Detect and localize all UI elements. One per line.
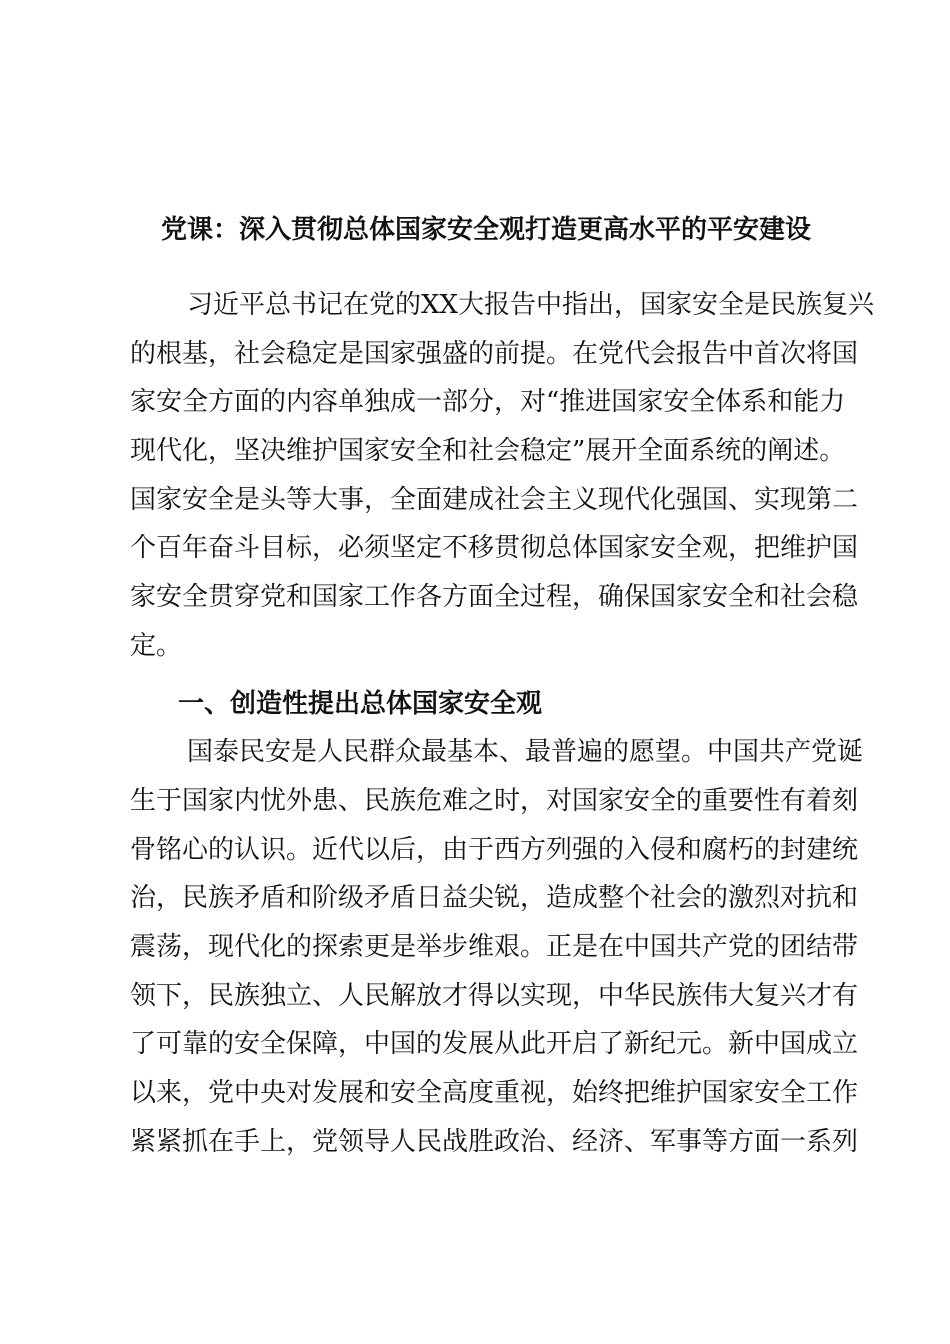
paragraph-line: 骨铭心的认识。近代以后，由于西方列强的入侵和腐朽的封建统 [130, 834, 859, 865]
paragraph-line: 国家安全是头等大事，全面建成社会主义现代化强国、实现第二 [130, 484, 859, 515]
paragraph-line: 定。 [130, 630, 183, 661]
document-title: 党课：深入贯彻总体国家安全观打造更高水平的平安建设 [160, 215, 811, 245]
paragraph-line: 的根基，社会稳定是国家强盛的前提。在党代会报告中首次将国 [130, 338, 859, 369]
paragraph-1 [130, 281, 875, 1166]
paragraph-line: 生于国家内忧外患、民族危难之时，对国家安全的重要性有着刻 [130, 785, 859, 816]
paragraph-line: 国泰民安是人民群众最基本、最普遍的愿望。中国共产党诞 [187, 737, 864, 768]
paragraph-line: 现代化，坚决维护国家安全和社会稳定”展开全面系统的阐述。 [130, 436, 846, 467]
paragraph-line: 震荡，现代化的探索更是举步维艰。正是在中国共产党的团结带 [130, 931, 859, 962]
paragraph-line: 习近平总书记在党的XX大报告中指出，国家安全是民族复兴 [187, 290, 875, 320]
paragraph-line: 领下，民族独立、人民解放才得以实现，中华民族伟大复兴才有 [130, 980, 859, 1011]
section-heading: 一、创造性提出总体国家安全观 [178, 688, 543, 719]
paragraph-line: 个百年奋斗目标，必须坚定不移贯彻总体国家安全观，把维护国 [130, 533, 859, 564]
paragraph-line: 了可靠的安全保障，中国的发展从此开启了新纪元。新中国成立 [130, 1029, 859, 1060]
paragraph-line: 家安全贯穿党和国家工作各方面全过程，确保国家安全和社会稳 [130, 582, 859, 613]
paragraph-line: 紧紧抓在手上，党领导人民战胜政治、经济、军事等方面一系列 [130, 1126, 859, 1157]
paragraph-line: 以来，党中央对发展和安全高度重视，始终把维护国家安全工作 [130, 1078, 859, 1108]
paragraph-line: 治，民族矛盾和阶级矛盾日益尖锐，造成整个社会的激烈对抗和 [130, 883, 859, 914]
paragraph-line: 家安全方面的内容单独成一部分，对“推进国家安全体系和能力 [130, 387, 846, 418]
